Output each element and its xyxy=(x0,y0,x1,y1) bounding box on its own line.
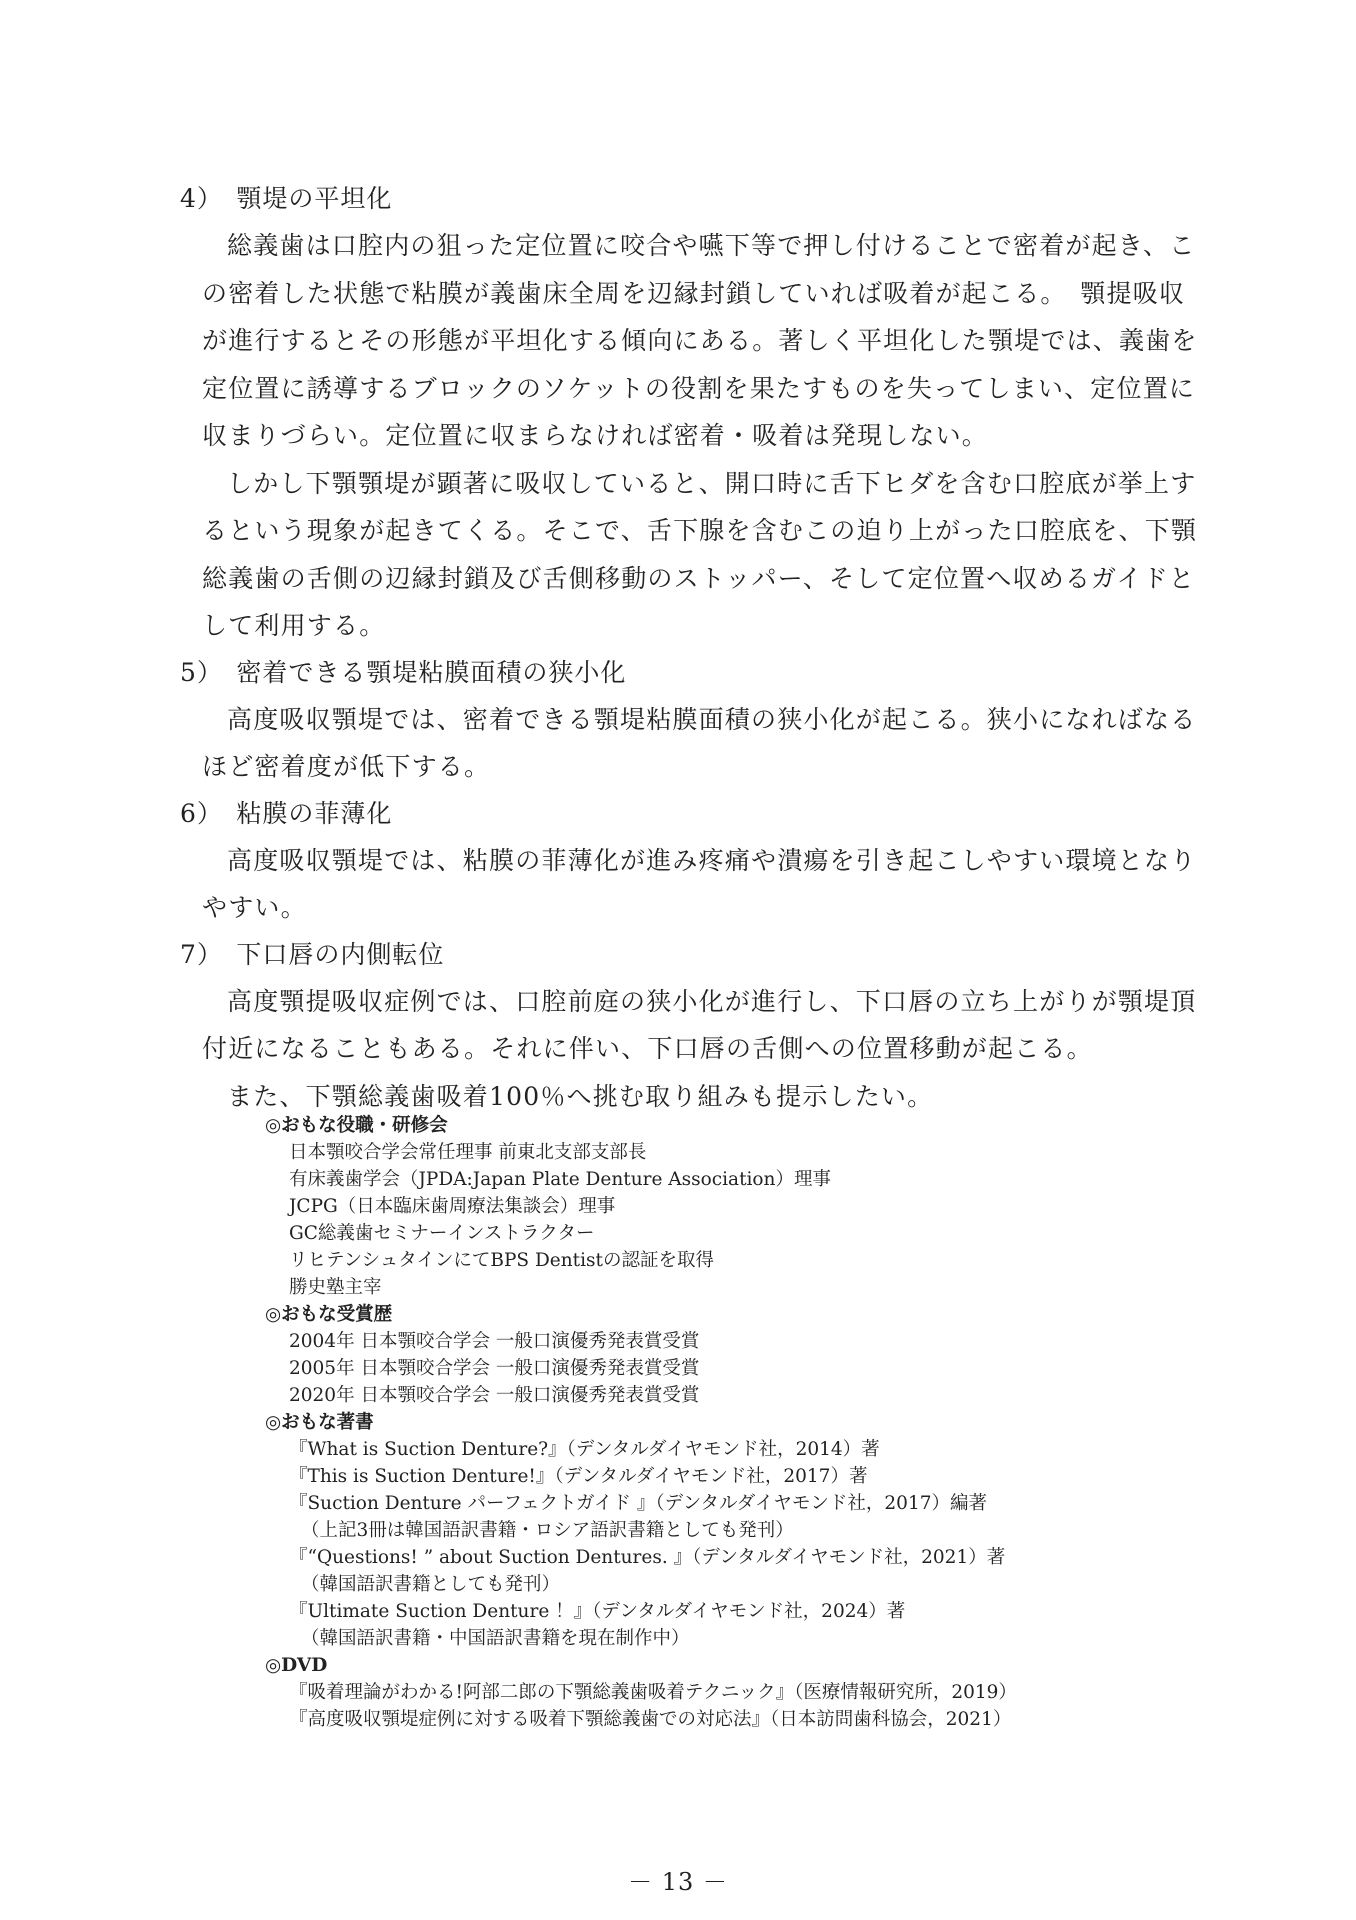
text-line: しかし下顎顎堤が顕著に吸収していると、開口時に舌下ヒダを含む口腔底が挙上す xyxy=(227,468,1197,498)
cv-heading-dvd: ◎DVD xyxy=(265,1655,328,1676)
paragraph xyxy=(180,460,1198,650)
text-line: 総義歯は口腔内の狙った定位置に咬合や嚥下等で押し付けることで密着が起き、こ xyxy=(227,231,1196,260)
section-heading-7: 7） 下口唇の内側転位 xyxy=(180,939,445,969)
text-line: が進行するとその形態が平坦化する傾向にある。著しく平坦化した顎堤では、義歯を xyxy=(202,326,1198,355)
cv-heading-positions: ◎おもな役職・研修会 xyxy=(265,1115,448,1136)
text-line: また、下顎総義歯吸着100％へ挑む取り組みも提示したい。 xyxy=(227,1081,934,1111)
text-line: 高度吸収顎堤では、密着できる顎堤粘膜面積の狭小化が起こる。狭小になればなる xyxy=(227,704,1197,734)
cv-item-note: （韓国語訳書籍・中国語訳書籍を現在制作中） xyxy=(301,1628,690,1649)
text-line: 収まりづらい。定位置に収まらなければ密着・吸着は発現しない。 xyxy=(202,421,989,450)
cv-item: 『This is Suction Denture!』（デンタルダイヤモンド社，2017）著 xyxy=(289,1466,868,1487)
cv-item: 『吸着理論がわかる!阿部二郎の下顎総義歯吸着テクニック』（医療情報研究所，2019） xyxy=(289,1682,1017,1703)
cv-item: GC総義歯セミナーインストラクター xyxy=(289,1223,595,1244)
cv-item: 日本顎咬合学会常任理事 前東北支部支部長 xyxy=(289,1142,647,1163)
text-line: るという現象が起きてくる。そこで、舌下腺を含むこの迫り上がった口腔底を、下顎 xyxy=(202,516,1198,545)
text-line: して利用する。 xyxy=(202,611,386,640)
cv-item: 有床義歯学会（JPDA:Japan Plate Denture Association）理事 xyxy=(289,1169,831,1190)
profile-list xyxy=(265,1112,1165,1733)
cv-heading-awards: ◎おもな受賞歴 xyxy=(265,1304,393,1325)
section-heading-5: 5） 密着できる顎堤粘膜面積の狭小化 xyxy=(180,657,627,687)
cv-item: リヒテンシュタインにてBPS Dentistの認証を取得 xyxy=(289,1250,714,1271)
cv-item: 勝史塾主宰 xyxy=(289,1277,382,1298)
text-line: の密着した状態で粘膜が義歯床全周を辺縁封鎖していれば吸着が起こる。 顎提吸収 xyxy=(202,278,1186,308)
page-number: － 13 － xyxy=(628,1868,728,1896)
text-line: ほど密着度が低下する。 xyxy=(202,752,491,781)
text-line: やすい。 xyxy=(202,893,307,922)
cv-item-note: （上記3冊は韓国語訳書籍・ロシア語訳書籍としても発刊） xyxy=(301,1520,794,1541)
paragraph xyxy=(180,696,1197,791)
cv-item: 2020年 日本顎咬合学会 一般口演優秀発表賞受賞 xyxy=(289,1385,700,1406)
main-text xyxy=(180,176,1198,1120)
cv-item-note: （韓国語訳書籍としても発刊） xyxy=(301,1574,561,1595)
text-line: 付近になることもある。それに伴い、下口唇の舌側への位置移動が起こる。 xyxy=(202,1034,1093,1063)
cv-item: 2004年 日本顎咬合学会 一般口演優秀発表賞受賞 xyxy=(289,1331,700,1352)
section-heading-4: 4） 顎堤の平坦化 xyxy=(180,184,393,213)
text-line: 高度顎提吸収症例では、口腔前庭の狭小化が進行し、下口唇の立ち上がりが顎堤頂 xyxy=(227,986,1197,1016)
text-line: 高度吸収顎堤では、粘膜の菲薄化が進み疼痛や潰瘍を引き起こしやすい環境となり xyxy=(227,845,1197,875)
cv-item: 2005年 日本顎咬合学会 一般口演優秀発表賞受賞 xyxy=(289,1358,700,1379)
text-line: 定位置に誘導するブロックのソケットの役割を果たすものを失ってしまい、定位置に xyxy=(202,373,1196,403)
cv-item: 『高度吸収顎堤症例に対する吸着下顎総義歯での対応法』（日本訪問歯科協会，2021） xyxy=(289,1709,1012,1730)
cv-item: 『What is Suction Denture?』（デンタルダイヤモンド社，2014）著 xyxy=(289,1439,880,1460)
paragraph xyxy=(180,837,1197,932)
cv-heading-books: ◎おもな著書 xyxy=(265,1412,374,1433)
cv-item: JCPG（日本臨床歯周療法集談会）理事 xyxy=(289,1196,616,1217)
text-line: 総義歯の舌側の辺縁封鎖及び舌側移動のストッパー、そして定位置へ収めるガイドと xyxy=(202,563,1196,593)
cv-item: 『Suction Denture パーフェクトガイド 』（デンタルダイヤモンド社，2017）編著 xyxy=(289,1493,987,1514)
paragraph xyxy=(180,222,1198,460)
paragraph xyxy=(180,978,1197,1073)
cv-item: 『Ultimate Suction Denture ！』（デンタルダイヤモンド社，2024）著 xyxy=(289,1601,906,1622)
cv-item: 『“Questions! ” about Suction Dentures. 』（デンタルダイヤモンド社，2021）著 xyxy=(289,1547,1006,1568)
section-heading-6: 6） 粘膜の菲薄化 xyxy=(180,798,393,828)
